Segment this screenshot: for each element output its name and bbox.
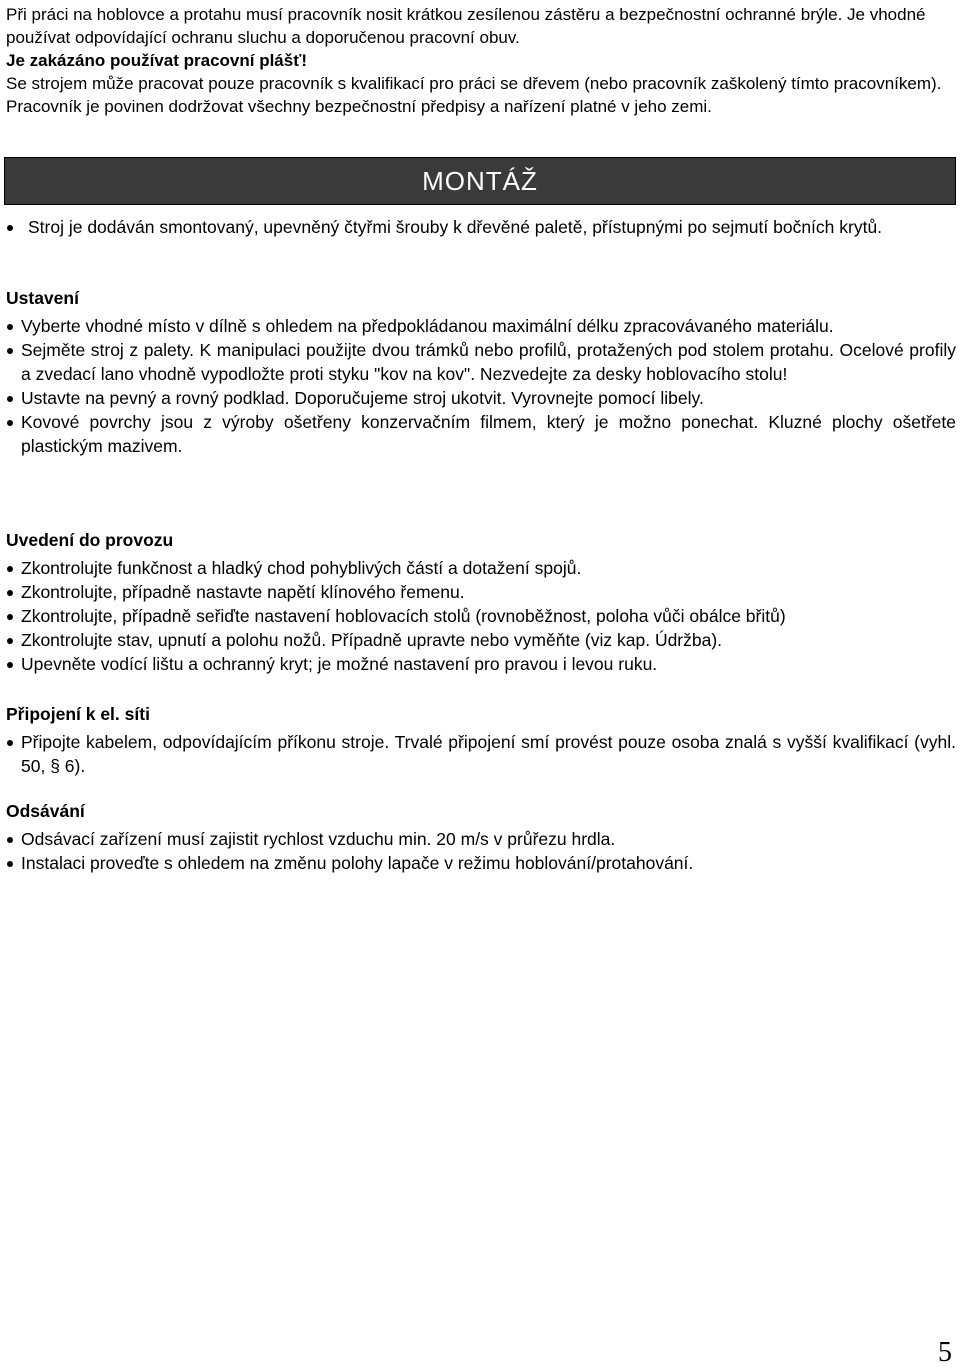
bullet-icon — [7, 638, 13, 644]
bullet-icon — [7, 396, 13, 402]
list-item: Připojte kabelem, odpovídajícím příkonu stroje. Trvalé připojení smí provést pouze osoba znalá s vyšší kvalifikací (vyhl. 50, § 6). — [6, 730, 956, 778]
section-heading: Připojení k el. síti — [6, 704, 150, 724]
intro-block — [6, 3, 956, 118]
section-pripojeni — [6, 702, 956, 778]
list-item: Stroj je dodáván smontovaný, upevněný čtyřmi šrouby k dřevěné paletě, přístupnými po sejmutí bočních krytů. — [6, 215, 956, 239]
pripojeni-list — [6, 730, 956, 778]
banner-title: MONTÁŽ — [422, 165, 538, 196]
section-montaz — [6, 215, 956, 239]
bullet-icon — [7, 324, 13, 330]
ustaveni-list — [6, 314, 956, 458]
list-item: Sejměte stroj z palety. K manipulaci použijte dvou trámků nebo profilů, protažených pod stolem protahu. Ocelové profily a zvedací lano vhodně vypodložte proti styku "kov na kov". Nezvedejte za desky hoblovacího stolu! — [6, 338, 956, 386]
list-item: Ustavte na pevný a rovný podklad. Doporučujeme stroj ukotvit. Vyrovnejte pomocí libely. — [6, 386, 956, 410]
page-number: 5 — [938, 1337, 952, 1368]
bullet-icon — [7, 740, 13, 746]
list-item: Zkontrolujte, případně nastavte napětí klínového řemenu. — [6, 580, 956, 604]
intro-paragraph-qualification: Se strojem může pracovat pouze pracovník s kvalifikací pro práci se dřevem (nebo pracovník zaškolený tímto pracovníkem). Pracovník je povinen dodržovat všechny bezpečnostní předpisy a nařízení platné v jeho zemi. — [6, 74, 942, 116]
list-item: Kovové povrchy jsou z výroby ošetřeny konzervačním filmem, který je možno ponechat. Kluzné plochy ošetřete plastickým mazivem. — [6, 410, 956, 458]
list-item: Zkontrolujte funkčnost a hladký chod pohyblivých částí a dotažení spojů. — [6, 556, 956, 580]
bullet-icon — [7, 662, 13, 668]
list-item: Zkontrolujte stav, upnutí a polohu nožů. Případně upravte nebo vyměňte (viz kap. Údržba). — [6, 628, 956, 652]
section-banner-montaz — [4, 157, 956, 205]
intro-paragraph-protection: Při práci na hoblovce a protahu musí pracovník nosit krátkou zesílenou zástěru a bezpečnostní ochranné brýle. Je vhodné používat odpovídající ochranu sluchu a doporučenou pracovní obuv. — [6, 5, 926, 47]
list-item: Vyberte vhodné místo v dílně s ohledem na předpokládanou maximální délku zpracovávaného materiálu. — [6, 314, 956, 338]
intro-warning: Je zakázáno používat pracovní plášť! — [6, 51, 308, 70]
bullet-icon — [7, 614, 13, 620]
list-item: Instalaci proveďte s ohledem na změnu polohy lapače v režimu hoblování/protahování. — [6, 851, 956, 875]
section-heading: Odsávání — [6, 801, 85, 821]
list-item: Odsávací zařízení musí zajistit rychlost vzduchu min. 20 m/s v průřezu hrdla. — [6, 827, 956, 851]
bullet-icon — [7, 837, 13, 843]
bullet-icon — [7, 590, 13, 596]
section-ustaveni — [6, 286, 956, 458]
bullet-icon — [7, 420, 13, 426]
section-heading: Uvedení do provozu — [6, 530, 174, 550]
bullet-icon — [7, 861, 13, 867]
list-item: Zkontrolujte, případně seřiďte nastavení hoblovacích stolů (rovnoběžnost, poloha vůči obálce břitů) — [6, 604, 956, 628]
section-odsavani — [6, 799, 956, 875]
section-heading: Ustavení — [6, 288, 79, 308]
odsavani-list — [6, 827, 956, 875]
montaz-list — [6, 215, 956, 239]
list-item: Upevněte vodící lištu a ochranný kryt; je možné nastavení pro pravou i levou ruku. — [6, 652, 956, 676]
bullet-icon — [7, 566, 13, 572]
bullet-icon — [7, 348, 13, 354]
bullet-icon — [7, 225, 13, 231]
uvedeni-list — [6, 556, 956, 676]
section-uvedeni-do-provozu — [6, 528, 956, 676]
